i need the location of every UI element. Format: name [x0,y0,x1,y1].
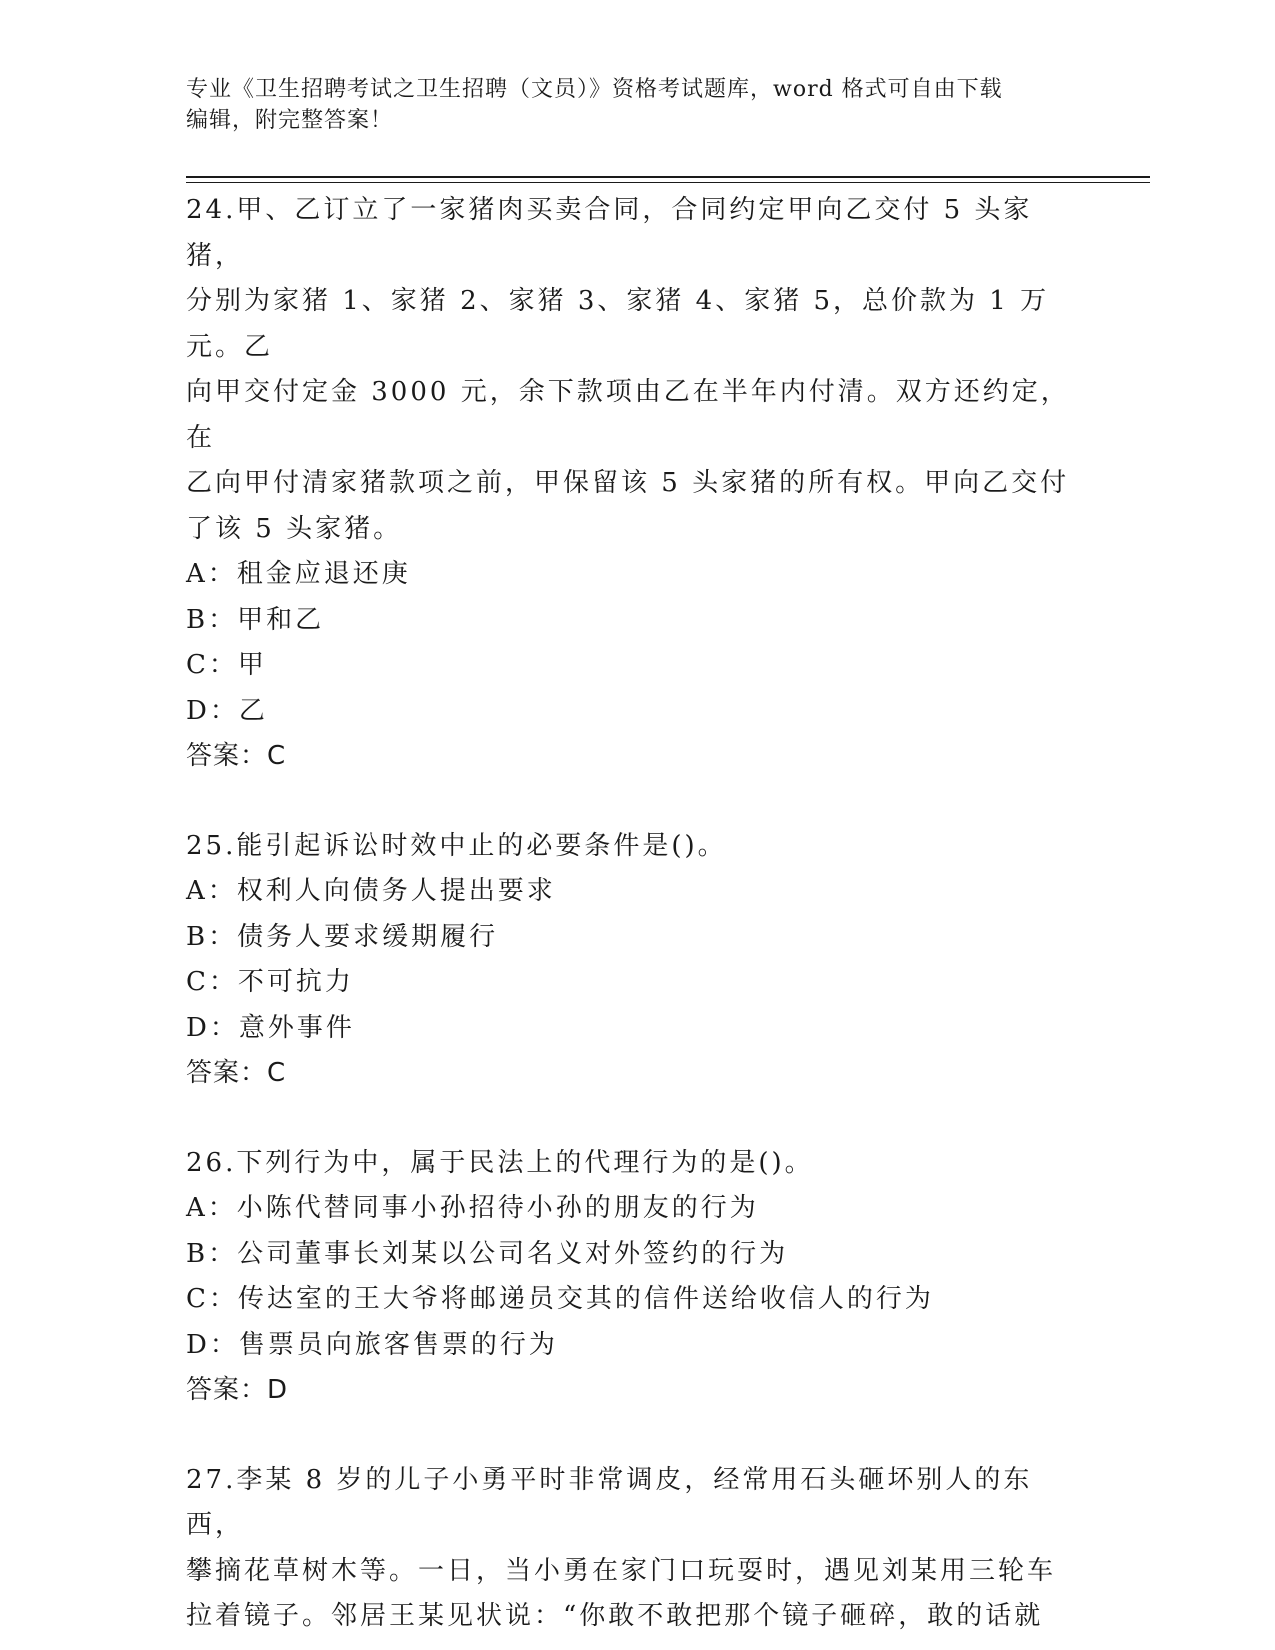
header-divider-thin [186,182,1150,183]
question-spacer [186,780,1076,824]
question-spacer [186,1414,1076,1458]
option-b: B：公司董事长刘某以公司名义对外签约的行为 [186,1238,789,1269]
stem-line: 27.李某 8 岁的儿子小勇平时非常调皮，经常用石头砸坏别人的东西， [186,1464,1033,1540]
option-a: A：租金应退还庚 [186,559,411,589]
option-d: D：售票员向旅客售票的行为 [186,1329,558,1360]
question-list [186,188,1076,1640]
document-header [186,74,1066,136]
answer-line: 答案：C [186,741,287,771]
header-line-2: 编辑，附完整答案！ [186,108,394,133]
question-25 [186,824,1076,1097]
question-spacer [186,1097,1076,1141]
stem-line: 26.下列行为中，属于民法上的代理行为的是()。 [186,1147,814,1178]
stem-line: 攀摘花草树木等。一日，当小勇在家门口玩耍时，遇见刘某用三轮车 [186,1555,1057,1586]
header-divider-thick [186,176,1150,178]
question-stem [186,1458,1076,1640]
question-stem [186,1141,1076,1187]
answer-line: 答案：C [186,1058,287,1088]
question-24 [186,188,1076,780]
option-b: B：甲和乙 [186,604,325,635]
question-stem [186,188,1076,552]
option-c: C：甲 [186,650,267,680]
option-b: B：债务人要求缓期履行 [186,921,499,952]
question-27 [186,1458,1076,1640]
stem-line: 25.能引起诉讼时效中止的必要条件是()。 [186,830,727,861]
stem-line: 24.甲、乙订立了一家猪肉买卖合同，合同约定甲向乙交付 5 头家猪， [186,195,1033,271]
option-d: D：意外事件 [186,1012,355,1043]
stem-line: 分别为家猪 1、家猪 2、家猪 3、家猪 4、家猪 5，总价款为 1 万元。乙 [186,286,1050,362]
option-c: C：传达室的王大爷将邮递员交其的信件送给收信人的行为 [186,1284,934,1314]
question-26 [186,1141,1076,1414]
option-c: C：不可抗力 [186,967,354,997]
stem-line: 拉着镜子。邻居王某见状说：“你敢不敢把那个镜子砸碎，敢的话就 [186,1601,1044,1631]
stem-line: 乙向甲付清家猪款项之前，甲保留该 5 头家猪的所有权。甲向乙交付 [186,468,1070,498]
header-line-1: 专业《卫生招聘考试之卫生招聘（文员）》资格考试题库，word 格式可自由下载 [186,77,1003,102]
stem-line: 向甲交付定金 3000 元，余下款项由乙在半年内付清。双方还约定，在 [186,377,1070,453]
question-stem [186,824,1076,870]
option-d: D：乙 [186,695,268,726]
option-a: A：小陈代替同事小孙招待小孙的朋友的行为 [186,1193,759,1223]
option-a: A：权利人向债务人提出要求 [186,876,556,906]
stem-line: 了该 5 头家猪。 [186,513,403,544]
answer-line: 答案：D [186,1375,289,1405]
